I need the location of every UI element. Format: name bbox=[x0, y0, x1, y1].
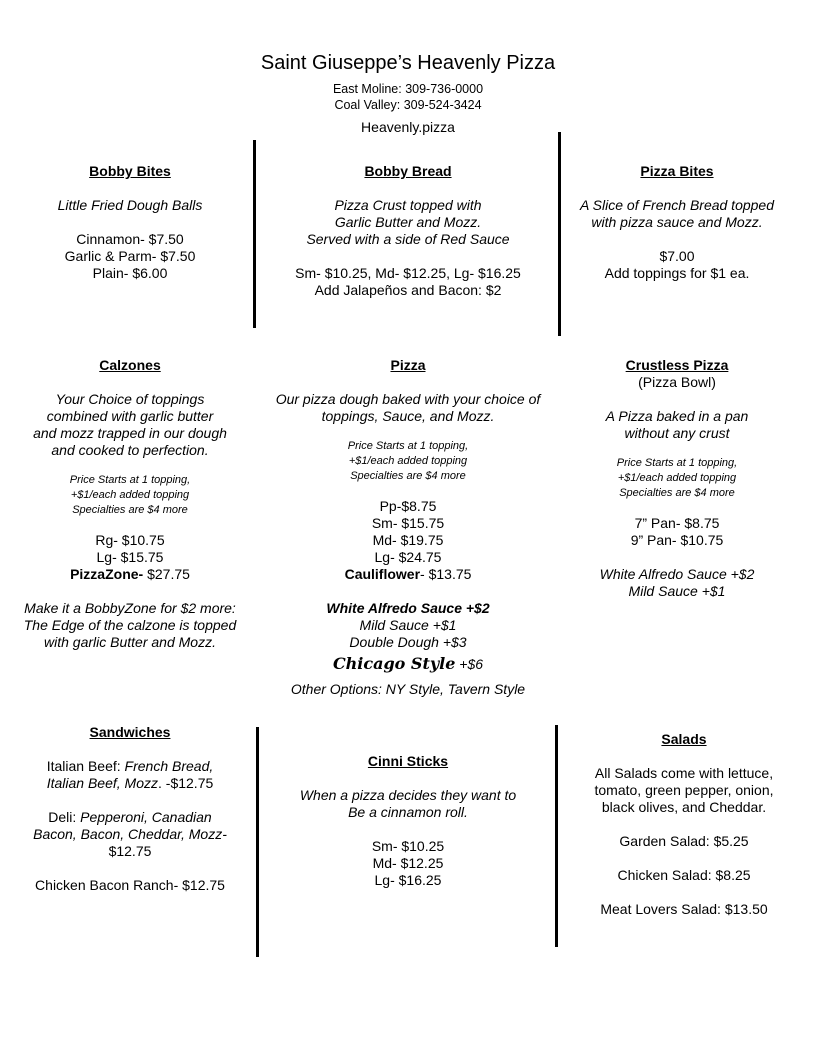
calzones-desc: combined with garlic butter bbox=[46, 408, 214, 424]
calzones-note: +$1/each added topping bbox=[70, 489, 190, 501]
pizza-bites-heading: Pizza Bites bbox=[640, 163, 714, 179]
crustless-desc: A Pizza baked in a pan bbox=[605, 408, 749, 424]
section-pizza bbox=[258, 357, 558, 698]
bobby-bread-prices: Sm- $10.25, Md- $12.25, Lg- $16.25 bbox=[295, 265, 521, 281]
italian-beef-desc: French Bread, bbox=[124, 758, 214, 774]
pizzazone-label: PizzaZone- bbox=[70, 566, 144, 582]
pizza-note: +$1/each added topping bbox=[348, 455, 468, 467]
calzones-extra: The Edge of the calzone is topped bbox=[23, 617, 237, 633]
website: Heavenly.pizza bbox=[361, 119, 455, 135]
calzones-extra: with garlic Butter and Mozz. bbox=[44, 634, 216, 650]
pizza-bites-addon: Add toppings for $1 ea. bbox=[604, 265, 750, 281]
pizza-option: Double Dough +$3 bbox=[349, 634, 467, 650]
menu-item: Md- $19.75 bbox=[372, 532, 444, 548]
cauliflower-price: - $13.75 bbox=[420, 566, 472, 582]
calzones-pizzazone bbox=[8, 566, 252, 583]
menu-item: Md- $12.25 bbox=[372, 855, 444, 871]
bobby-bites-heading: Bobby Bites bbox=[89, 163, 171, 179]
section-calzones bbox=[8, 357, 252, 651]
salads-desc: tomato, green pepper, onion, bbox=[594, 782, 774, 798]
bobby-bread-desc: Pizza Crust topped with bbox=[334, 197, 482, 213]
section-bobby-bread bbox=[258, 163, 558, 299]
location-coal-valley: Coal Valley: 309-524-3424 bbox=[334, 98, 482, 112]
divider-top-right bbox=[558, 132, 561, 336]
salads-desc: All Salads come with lettuce, bbox=[594, 765, 774, 781]
deli-desc: Bacon, Bacon, Cheddar, Mozz- bbox=[33, 826, 227, 842]
crustless-note: Specialties are $4 more bbox=[619, 487, 735, 499]
calzones-desc: and cooked to perfection. bbox=[51, 442, 209, 458]
crustless-sub: (Pizza Bowl) bbox=[638, 374, 716, 390]
calzones-desc: and mozz trapped in our dough bbox=[33, 425, 227, 441]
cinni-heading: Cinni Sticks bbox=[367, 753, 449, 769]
cinni-desc: When a pizza decides they want to bbox=[299, 787, 517, 803]
menu-item: 9” Pan- $10.75 bbox=[630, 532, 724, 548]
italian-beef-label: Italian Beef: bbox=[46, 758, 125, 774]
pizza-bites-desc: with pizza sauce and Mozz. bbox=[591, 214, 763, 230]
menu-item: Garlic & Parm- $7.50 bbox=[64, 248, 196, 264]
sandwiches-heading: Sandwiches bbox=[89, 724, 171, 740]
divider-bottom-right bbox=[555, 725, 558, 947]
deli-desc: Pepperoni, Canadian bbox=[80, 809, 212, 825]
chicago-label: Chicago Style bbox=[332, 654, 456, 673]
menu-item: Rg- $10.75 bbox=[95, 532, 165, 548]
deli-label: Deli: bbox=[48, 809, 81, 825]
menu-item: Lg- $16.25 bbox=[374, 872, 442, 888]
pizza-option: Mild Sauce +$1 bbox=[359, 617, 457, 633]
calzones-heading: Calzones bbox=[99, 357, 161, 373]
menu-item: Pp-$8.75 bbox=[379, 498, 437, 514]
section-cinni-sticks bbox=[262, 753, 554, 889]
bobby-bread-heading: Bobby Bread bbox=[364, 163, 452, 179]
calzones-note: Price Starts at 1 topping, bbox=[69, 474, 191, 486]
bobby-bread-desc: Served with a side of Red Sauce bbox=[306, 231, 510, 247]
menu-item: Cinnamon- $7.50 bbox=[76, 231, 184, 247]
salads-desc: black olives, and Cheddar. bbox=[601, 799, 767, 815]
sandwich-deli bbox=[8, 809, 252, 860]
crustless-option: Mild Sauce +$1 bbox=[628, 583, 726, 599]
calzones-note: Specialties are $4 more bbox=[72, 504, 188, 516]
pizzazone-price: $27.75 bbox=[143, 566, 190, 582]
pizza-option: White Alfredo Sauce +$2 bbox=[326, 600, 490, 616]
menu-item: Sm- $15.75 bbox=[371, 515, 445, 531]
crustless-option: White Alfredo Sauce +$2 bbox=[599, 566, 755, 582]
menu-item: Plain- $6.00 bbox=[92, 265, 168, 281]
pizza-desc: toppings, Sauce, and Mozz. bbox=[321, 408, 495, 424]
sandwich-italian-beef bbox=[8, 758, 252, 792]
section-pizza-bites bbox=[562, 163, 792, 282]
section-crustless-pizza bbox=[562, 357, 792, 600]
bobby-bread-desc: Garlic Butter and Mozz. bbox=[334, 214, 482, 230]
calzones-desc: Your Choice of toppings bbox=[55, 391, 205, 407]
deli-price: $12.75 bbox=[108, 843, 152, 859]
pizza-heading: Pizza bbox=[390, 357, 426, 373]
calzones-extra: Make it a BobbyZone for $2 more: bbox=[24, 600, 236, 616]
divider-top-left bbox=[253, 140, 256, 328]
pizza-cauliflower bbox=[258, 566, 558, 583]
menu-item: Lg- $15.75 bbox=[96, 549, 164, 565]
italian-beef-desc: Italian Beef, Mozz bbox=[46, 775, 158, 791]
crustless-note: +$1/each added topping bbox=[617, 472, 737, 484]
crustless-heading: Crustless Pizza bbox=[625, 357, 729, 373]
pizza-other-options: Other Options: NY Style, Tavern Style bbox=[290, 681, 526, 697]
menu-item: Chicken Salad: $8.25 bbox=[617, 867, 751, 883]
menu-item: Meat Lovers Salad: $13.50 bbox=[600, 901, 768, 917]
salads-heading: Salads bbox=[661, 731, 707, 747]
pizza-bites-desc: A Slice of French Bread topped bbox=[579, 197, 775, 213]
restaurant-title: Saint Giuseppe’s Heavenly Pizza bbox=[260, 52, 556, 74]
sandwich-chicken-bacon-ranch: Chicken Bacon Ranch- $12.75 bbox=[35, 877, 225, 893]
pizza-bites-price: $7.00 bbox=[659, 248, 695, 264]
pizza-note: Specialties are $4 more bbox=[350, 470, 466, 482]
cinni-desc: Be a cinnamon roll. bbox=[348, 804, 468, 820]
menu-item: 7” Pan- $8.75 bbox=[634, 515, 720, 531]
menu-item: Garden Salad: $5.25 bbox=[619, 833, 749, 849]
pizza-chicago bbox=[258, 655, 558, 673]
bobby-bread-addon: Add Jalapeños and Bacon: $2 bbox=[314, 282, 502, 298]
pizza-note: Price Starts at 1 topping, bbox=[347, 440, 469, 452]
bobby-bites-desc: Little Fried Dough Balls bbox=[57, 197, 203, 213]
cauliflower-label: Cauliflower bbox=[344, 566, 421, 582]
section-sandwiches bbox=[8, 724, 252, 894]
divider-bottom-left bbox=[256, 727, 259, 957]
pizza-desc: Our pizza dough baked with your choice of bbox=[275, 391, 541, 407]
section-bobby-bites bbox=[10, 163, 250, 282]
menu-item: Sm- $10.25 bbox=[371, 838, 445, 854]
crustless-note: Price Starts at 1 topping, bbox=[616, 457, 738, 469]
chicago-price: +$6 bbox=[455, 656, 484, 672]
crustless-desc: without any crust bbox=[624, 425, 730, 441]
menu-header bbox=[0, 52, 816, 136]
menu-item: Lg- $24.75 bbox=[374, 549, 442, 565]
section-salads bbox=[562, 731, 806, 918]
italian-beef-price: . -$12.75 bbox=[158, 775, 214, 791]
location-east-moline: East Moline: 309-736-0000 bbox=[332, 82, 484, 96]
